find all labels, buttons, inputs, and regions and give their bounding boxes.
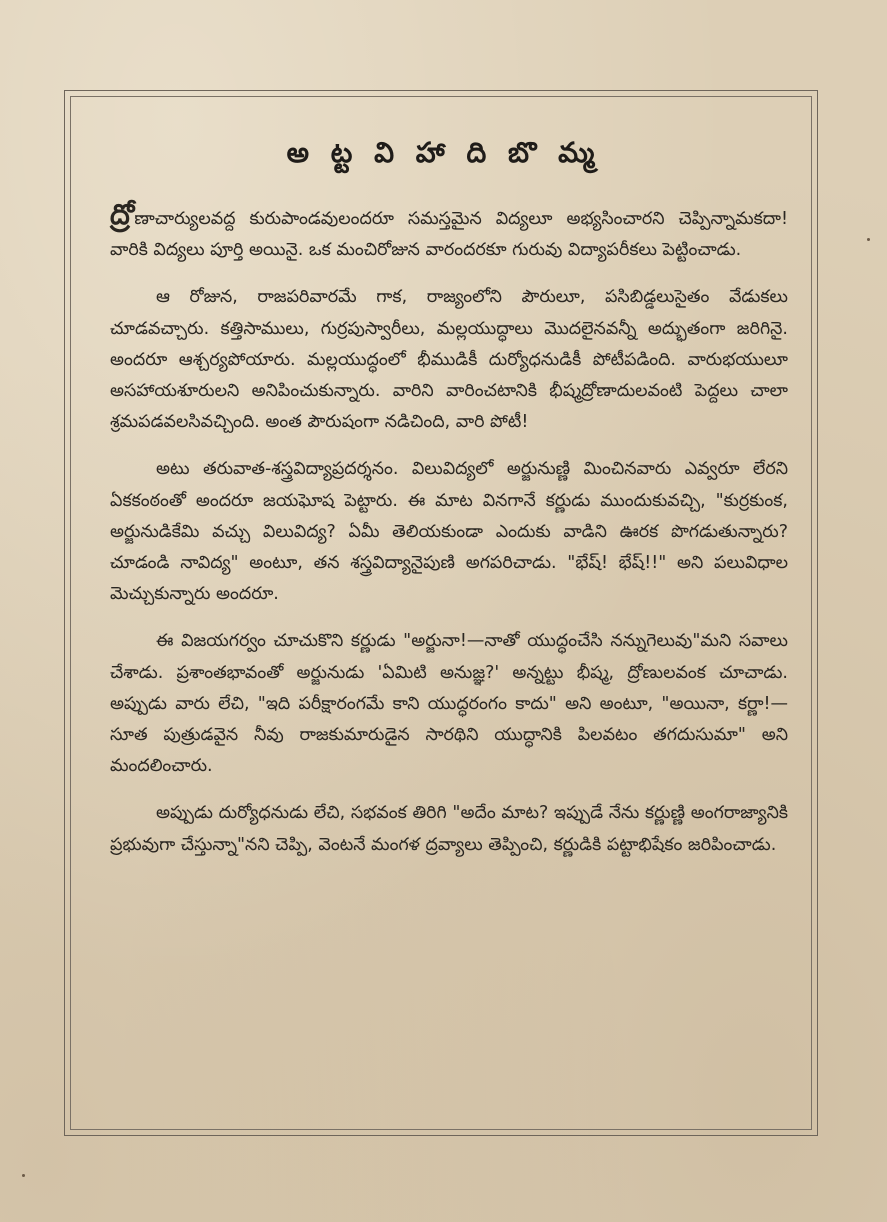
story-body xyxy=(110,198,788,877)
paragraph-text: ఈ విజయగర్వం చూచుకొని కర్ణుడు "అర్జునా!—నాతో యుద్ధంచేసి నన్నుగెలువు"మని సవాలు చేశాడు. ప్రశాంతభావంతో అర్జునుడు 'ఏమిటి అనుజ్ఞ?' అన్నట్టు భీష్మ, ద్రోణులవంక చూచాడు. అప్పుడు వారు లేచి, "ఇది పరీక్షారంగమే కాని యుద్ధరంగం కాదు" అని అంటూ, "అయినా, కర్ణా!—సూత పుత్రుడవైన నీవు రాజకుమారుడైన సారథిని యుద్ధానికి పిలవటం తగదుసుమా" అని మందలించారు. xyxy=(110,631,788,777)
paragraph-5 xyxy=(110,798,788,860)
paragraph-3 xyxy=(110,454,788,610)
page-title: అ ట్ట వి హా ది బొ మ్మ xyxy=(286,136,601,169)
paragraph-1 xyxy=(110,198,788,266)
paragraph-4 xyxy=(110,626,788,782)
paper-speck xyxy=(867,238,870,241)
paragraph-2 xyxy=(110,282,788,438)
paragraph-text: అప్పుడు దుర్యోధనుడు లేచి, సభవంక తిరిగి "అదేం మాట? ఇప్పుడే నేను కర్ణుణ్ణి అంగరాజ్యానికి ప్రభువుగా చేస్తున్నా"నని చెప్పి, వెంటనే మంగళ ద్రవ్యాలు తెప్పించి, కర్ణుడికి పట్టాభిషేకం జరిపించాడు. xyxy=(110,803,788,855)
paragraph-text: ణాచార్యులవద్ద కురుపాండవులందరూ సమస్తమైన విద్యలూ అభ్యసించారని చెప్పిన్నామకదా! వారికి విద్యలు పూర్తి అయినై. ఒక మంచిరోజున వారందరకూ గురువు విద్యాపరీకలు పెట్టించాడు. xyxy=(110,209,788,261)
drop-cap: ద్రో xyxy=(110,198,135,231)
paragraph-text: ఆ రోజున, రాజపరివారమే గాక, రాజ్యంలోని పౌరులూ, పసిబిడ్డలుసైతం వేడుకలు చూడవచ్చారు. కత్తిసాములు, గుర్రపుస్వారీలు, మల్లయుద్ధాలు మొదలైనవన్నీ అద్భుతంగా జరిగినై. అందరూ ఆశ్చర్యపోయారు. మల్లయుద్ధంలో భీముడికీ దుర్యోధనుడికీ పోటీపడింది. వారుభయులూ అసహాయశూరులని అనిపించుకున్నారు. వారిని వారించటానికి భీష్మద్రోణాదులవంటి పెద్దలు చాలా శ్రమపడవలసివచ్చింది. అంత పౌరుషంగా నడిచింది, వారి పోటీ! xyxy=(110,287,788,433)
paper-speck xyxy=(22,1174,25,1177)
paragraph-text: అటు తరువాత-శస్త్రవిద్యాప్రదర్శనం. విలువిద్యలో అర్జునుణ్ణి మించినవారు ఎవ్వరూ లేరని ఏకకంఠంతో అందరూ జయఘోష పెట్టారు. ఈ మాట వినగానే కర్ణుడు ముందుకువచ్చి, "కుర్రకుంక, అర్జునుడికేమి వచ్చు విలువిద్య? ఏమీ తెలియకుండా ఎందుకు వాడిని ఊరక పొగడుతున్నారు? చూడండి నావిద్య" అంటూ, తన శస్త్రవిద్యానైపుణి అగపరిచాడు. "భేష్! భేష్!!" అని పలువిధాల మెచ్చుకున్నారు అందరూ. xyxy=(110,459,788,605)
